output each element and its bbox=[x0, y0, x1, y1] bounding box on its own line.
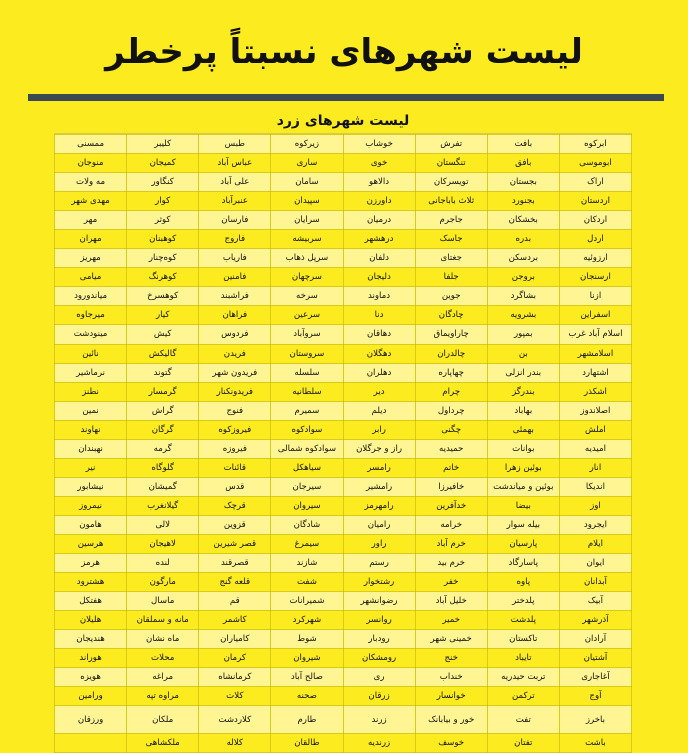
city-cell: دالاهو bbox=[343, 173, 415, 192]
table-row bbox=[55, 268, 632, 287]
city-cell: دنا bbox=[343, 306, 415, 325]
city-cell: فردوس bbox=[199, 325, 271, 344]
table-row bbox=[55, 363, 632, 382]
table-row bbox=[55, 734, 632, 753]
table-row bbox=[55, 382, 632, 401]
city-cell: خور و بیابانک bbox=[415, 706, 487, 734]
city-cell: رامشیر bbox=[343, 477, 415, 496]
city-cell: اشتهارد bbox=[559, 363, 631, 382]
city-cell: هشترود bbox=[55, 573, 127, 592]
city-cell: ارزوئیه bbox=[559, 249, 631, 268]
table-row bbox=[55, 287, 632, 306]
city-cell: مانه و سملقان bbox=[127, 611, 199, 630]
city-cell: ترکمن bbox=[487, 687, 559, 706]
city-cell: بافت bbox=[487, 135, 559, 154]
city-cell: آغاجاری bbox=[559, 668, 631, 687]
city-cell: صالح آباد bbox=[271, 668, 343, 687]
city-cell: صحنه bbox=[271, 687, 343, 706]
city-cell: گراش bbox=[127, 401, 199, 420]
city-cell: ملکشاهی bbox=[127, 734, 199, 753]
city-cell: کامیاران bbox=[199, 630, 271, 649]
city-cell: مهدی شهر bbox=[55, 192, 127, 211]
table-row bbox=[55, 439, 632, 458]
table-row bbox=[55, 668, 632, 687]
table-row bbox=[55, 554, 632, 573]
city-cell: ایوان bbox=[559, 554, 631, 573]
city-cell: سرپل ذهاب bbox=[271, 249, 343, 268]
city-cell: آذرشهر bbox=[559, 611, 631, 630]
table-row bbox=[55, 192, 632, 211]
city-cell: کوهبنان bbox=[127, 230, 199, 249]
city-cell: مهر bbox=[55, 211, 127, 230]
city-cell: خلیل آباد bbox=[415, 592, 487, 611]
city-cell: اصلاندوز bbox=[559, 401, 631, 420]
city-cell: ابرکوه bbox=[559, 135, 631, 154]
city-cell: قائنات bbox=[199, 458, 271, 477]
city-cell: شیروان bbox=[271, 649, 343, 668]
city-cell: مه ولات bbox=[55, 173, 127, 192]
city-cell: دلفان bbox=[343, 249, 415, 268]
table-row bbox=[55, 135, 632, 154]
city-cell: خمیر bbox=[415, 611, 487, 630]
city-cell: داورزن bbox=[343, 192, 415, 211]
city-cell: ممسنی bbox=[55, 135, 127, 154]
city-cell: میاندورود bbox=[55, 287, 127, 306]
city-cell: اردل bbox=[559, 230, 631, 249]
city-cell: فارسان bbox=[199, 211, 271, 230]
city-cell: بردسکن bbox=[487, 249, 559, 268]
city-cell: جلفا bbox=[415, 268, 487, 287]
city-cell: بروجن bbox=[487, 268, 559, 287]
city-cell: رضوانشهر bbox=[343, 592, 415, 611]
city-cell: رامیان bbox=[343, 515, 415, 534]
city-cell: پاسارگاد bbox=[487, 554, 559, 573]
city-cell: خافیرزا bbox=[415, 477, 487, 496]
city-cell: جاسک bbox=[415, 230, 487, 249]
city-cell: سپیدان bbox=[271, 192, 343, 211]
city-cell: کیار bbox=[127, 306, 199, 325]
city-cell: اردکان bbox=[559, 211, 631, 230]
city-cell: سوادکوه bbox=[271, 420, 343, 439]
city-cell: تفرش bbox=[415, 135, 487, 154]
city-cell: بدره bbox=[487, 230, 559, 249]
city-cell: فراشبند bbox=[199, 287, 271, 306]
city-cell: گرمه bbox=[127, 439, 199, 458]
city-cell: گلوگاه bbox=[127, 458, 199, 477]
city-cell: سیرجان bbox=[271, 477, 343, 496]
city-cell: چاراویماق bbox=[415, 325, 487, 344]
city-cell: فامنین bbox=[199, 268, 271, 287]
city-cell: گرمسار bbox=[127, 382, 199, 401]
city-cell: بوئین زهرا bbox=[487, 458, 559, 477]
city-cell: علی آباد bbox=[199, 173, 271, 192]
city-cell: بشاگرد bbox=[487, 287, 559, 306]
city-cell: مینودشت bbox=[55, 325, 127, 344]
city-cell: نمین bbox=[55, 401, 127, 420]
city-cell: نیشابور bbox=[55, 477, 127, 496]
city-cell: تفت bbox=[487, 706, 559, 734]
city-cell: اندیکا bbox=[559, 477, 631, 496]
city-cell: آرادان bbox=[559, 630, 631, 649]
table-row bbox=[55, 534, 632, 553]
city-cell: هرسین bbox=[55, 534, 127, 553]
city-cell: جاجرم bbox=[415, 211, 487, 230]
table-row bbox=[55, 401, 632, 420]
city-cell: حمیدیه bbox=[415, 439, 487, 458]
city-cell: آوج bbox=[559, 687, 631, 706]
city-cell: هویزه bbox=[55, 668, 127, 687]
city-cell: املش bbox=[559, 420, 631, 439]
city-cell: قرچک bbox=[199, 496, 271, 515]
city-cell: کلاله bbox=[199, 734, 271, 753]
city-cell: بافق bbox=[487, 154, 559, 173]
city-cell: رامهرمز bbox=[343, 496, 415, 515]
city-cell: کلاردشت bbox=[199, 706, 271, 734]
city-cell: دیلم bbox=[343, 401, 415, 420]
city-cell: مهران bbox=[55, 230, 127, 249]
city-cell: خفر bbox=[415, 573, 487, 592]
city-cell: قصرقند bbox=[199, 554, 271, 573]
table-row bbox=[55, 211, 632, 230]
city-cell: چالدران bbox=[415, 344, 487, 363]
city-cell: جوین bbox=[415, 287, 487, 306]
city-cell: فریدونکنار bbox=[199, 382, 271, 401]
city-cell: کاشمر bbox=[199, 611, 271, 630]
city-cell: فراهان bbox=[199, 306, 271, 325]
city-cell: خوی bbox=[343, 154, 415, 173]
city-cell: روانسر bbox=[343, 611, 415, 630]
city-cell: گمیشان bbox=[127, 477, 199, 496]
city-cell: محلات bbox=[127, 649, 199, 668]
city-cell: خنج bbox=[415, 649, 487, 668]
table-row bbox=[55, 306, 632, 325]
city-cell: سوادکوه شمالی bbox=[271, 439, 343, 458]
city-cell: زیرکوه bbox=[271, 135, 343, 154]
city-cell: گیلانغرب bbox=[127, 496, 199, 515]
city-cell: سرعین bbox=[271, 306, 343, 325]
city-cell: پاوه bbox=[487, 573, 559, 592]
city-cell: زرندیه bbox=[343, 734, 415, 753]
city-cell: سیمرغ bbox=[271, 534, 343, 553]
table-row bbox=[55, 687, 632, 706]
city-cell: خرم بید bbox=[415, 554, 487, 573]
city-cell: نطنز bbox=[55, 382, 127, 401]
city-cell: ری bbox=[343, 668, 415, 687]
city-cell: خنداب bbox=[415, 668, 487, 687]
city-cell: سروآباد bbox=[271, 325, 343, 344]
city-cell: سلطانیه bbox=[271, 382, 343, 401]
city-cell: زرند bbox=[343, 706, 415, 734]
city-cell: بندر انزلی bbox=[487, 363, 559, 382]
city-cell: انار bbox=[559, 458, 631, 477]
city-cell: آشتیان bbox=[559, 649, 631, 668]
city-cell: قم bbox=[199, 592, 271, 611]
city-cell: قلعه گنج bbox=[199, 573, 271, 592]
city-cell: خرامه bbox=[415, 515, 487, 534]
table-row bbox=[55, 344, 632, 363]
city-cell: خاتم bbox=[415, 458, 487, 477]
city-cell: نیمروز bbox=[55, 496, 127, 515]
city-cell: شفت bbox=[271, 573, 343, 592]
city-cell: ماسال bbox=[127, 592, 199, 611]
city-cell: شازند bbox=[271, 554, 343, 573]
city-cell: تایباد bbox=[487, 649, 559, 668]
table-row bbox=[55, 173, 632, 192]
table-row bbox=[55, 420, 632, 439]
city-cell: سیروان bbox=[271, 496, 343, 515]
city-cell: بمپور bbox=[487, 325, 559, 344]
city-cell: دهلران bbox=[343, 363, 415, 382]
city-cell: بهاباد bbox=[487, 401, 559, 420]
city-cell: بجستان bbox=[487, 173, 559, 192]
city-cell: نهبندان bbox=[55, 439, 127, 458]
city-cell: لنده bbox=[127, 554, 199, 573]
city-cell: کیش bbox=[127, 325, 199, 344]
city-cell: سمیرم bbox=[271, 401, 343, 420]
city-cell: کلیبر bbox=[127, 135, 199, 154]
city-cell: چگنی bbox=[415, 420, 487, 439]
city-cell: ورزقان bbox=[55, 706, 127, 734]
city-cell: هلیلان bbox=[55, 611, 127, 630]
city-cell: چادگان bbox=[415, 306, 487, 325]
city-cell: منوجان bbox=[55, 154, 127, 173]
city-cell: پلدختر bbox=[487, 592, 559, 611]
city-cell: رومشکان bbox=[343, 649, 415, 668]
city-cell: تنگستان bbox=[415, 154, 487, 173]
city-cell: بشرویه bbox=[487, 306, 559, 325]
city-cell: شادگان bbox=[271, 515, 343, 534]
city-cell: ارسنجان bbox=[559, 268, 631, 287]
city-cell: عنبرآباد bbox=[199, 192, 271, 211]
table-row bbox=[55, 230, 632, 249]
city-cell bbox=[55, 734, 127, 753]
city-cell: ایلام bbox=[559, 534, 631, 553]
city-cell: هرمز bbox=[55, 554, 127, 573]
table-row bbox=[55, 611, 632, 630]
table-row bbox=[55, 325, 632, 344]
city-cell: خرم آباد bbox=[415, 534, 487, 553]
city-cell: خوسف bbox=[415, 734, 487, 753]
city-cell: دهگلان bbox=[343, 344, 415, 363]
city-cell: طالقان bbox=[271, 734, 343, 753]
city-cell: درمیان bbox=[343, 211, 415, 230]
city-cell: بوانات bbox=[487, 439, 559, 458]
city-cell: طارم bbox=[271, 706, 343, 734]
city-cell: سربیشه bbox=[271, 230, 343, 249]
table-row bbox=[55, 649, 632, 668]
city-cell: خمینی شهر bbox=[415, 630, 487, 649]
city-cell: بن bbox=[487, 344, 559, 363]
city-cell: رستم bbox=[343, 554, 415, 573]
city-cell: فیروزکوه bbox=[199, 420, 271, 439]
table-row bbox=[55, 249, 632, 268]
city-cell: کنگاور bbox=[127, 173, 199, 192]
city-cell: امیدیه bbox=[559, 439, 631, 458]
city-cell: قزوین bbox=[199, 515, 271, 534]
city-cell: هفتکل bbox=[55, 592, 127, 611]
city-cell: سرچهان bbox=[271, 268, 343, 287]
city-cell: گتوند bbox=[127, 363, 199, 382]
city-cell: نرماشیر bbox=[55, 363, 127, 382]
city-cell: مراوه تپه bbox=[127, 687, 199, 706]
city-cell: فاریاب bbox=[199, 249, 271, 268]
city-cell: اسلام آباد غرب bbox=[559, 325, 631, 344]
city-cell: نیر bbox=[55, 458, 127, 477]
city-cell: شهرکرد bbox=[271, 611, 343, 630]
city-cell: کوار bbox=[127, 192, 199, 211]
city-cell: مهریز bbox=[55, 249, 127, 268]
city-cell: ورامین bbox=[55, 687, 127, 706]
city-cell: باخرز bbox=[559, 706, 631, 734]
city-cell: عباس آباد bbox=[199, 154, 271, 173]
city-cell: کرمانشاه bbox=[199, 668, 271, 687]
city-cell: خوشاب bbox=[343, 135, 415, 154]
city-cell: پلدشت bbox=[487, 611, 559, 630]
city-cell: میرجاوه bbox=[55, 306, 127, 325]
city-cell: تفتان bbox=[487, 734, 559, 753]
city-cell: فنوج bbox=[199, 401, 271, 420]
city-cell: طبس bbox=[199, 135, 271, 154]
city-cell: ازنا bbox=[559, 287, 631, 306]
table-row bbox=[55, 477, 632, 496]
city-cell: ابوموسی bbox=[559, 154, 631, 173]
city-cell: چهاپاره bbox=[415, 363, 487, 382]
city-cell: اسفراین bbox=[559, 306, 631, 325]
city-cell: خوانسار bbox=[415, 687, 487, 706]
city-cell: هوراند bbox=[55, 649, 127, 668]
city-cell: مراغه bbox=[127, 668, 199, 687]
city-cell: تویسرکان bbox=[415, 173, 487, 192]
city-cell: چرداول bbox=[415, 401, 487, 420]
city-cell: تربت حیدریه bbox=[487, 668, 559, 687]
city-cell: کوه‌چنار bbox=[127, 249, 199, 268]
city-cell: کلات bbox=[199, 687, 271, 706]
city-cell: ثلاث باباجانی bbox=[415, 192, 487, 211]
city-cell: بهمئی bbox=[487, 420, 559, 439]
city-cell: راور bbox=[343, 534, 415, 553]
city-cell: آبدانان bbox=[559, 573, 631, 592]
city-cell: نهاوند bbox=[55, 420, 127, 439]
city-cell: ماه نشان bbox=[127, 630, 199, 649]
city-cell: قصر شیرین bbox=[199, 534, 271, 553]
city-cell: اسلامشهر bbox=[559, 344, 631, 363]
city-cell: سرایان bbox=[271, 211, 343, 230]
city-cell: دلیجان bbox=[343, 268, 415, 287]
city-cell: کرمان bbox=[199, 649, 271, 668]
city-cell: دماوند bbox=[343, 287, 415, 306]
city-cell: مارگون bbox=[127, 573, 199, 592]
city-cell: رابر bbox=[343, 420, 415, 439]
city-cell: جغتای bbox=[415, 249, 487, 268]
city-cell: شمیرانات bbox=[271, 592, 343, 611]
city-cell: میامی bbox=[55, 268, 127, 287]
city-cell: سروستان bbox=[271, 344, 343, 363]
city-cell: راز و جرگلان bbox=[343, 439, 415, 458]
table-row bbox=[55, 458, 632, 477]
city-cell: دیر bbox=[343, 382, 415, 401]
city-cell: ایجرود bbox=[559, 515, 631, 534]
city-cell: چرام bbox=[415, 382, 487, 401]
city-table-container bbox=[54, 109, 632, 753]
city-cell: لاهیجان bbox=[127, 534, 199, 553]
table-row bbox=[55, 706, 632, 734]
table-row bbox=[55, 515, 632, 534]
city-cell: سرخه bbox=[271, 287, 343, 306]
city-cell: شوط bbox=[271, 630, 343, 649]
title-divider bbox=[28, 94, 664, 101]
city-cell: بخشکان bbox=[487, 211, 559, 230]
city-cell: فیروزه bbox=[199, 439, 271, 458]
city-cell: لالی bbox=[127, 515, 199, 534]
city-cell: نائین bbox=[55, 344, 127, 363]
city-cell: زرقان bbox=[343, 687, 415, 706]
city-cell: قدس bbox=[199, 477, 271, 496]
city-cell: سلسله bbox=[271, 363, 343, 382]
yellow-cities-table bbox=[54, 134, 632, 753]
table-row bbox=[55, 592, 632, 611]
city-cell: تاکستان bbox=[487, 630, 559, 649]
city-cell: کوهرنگ bbox=[127, 268, 199, 287]
city-cell: اشکذر bbox=[559, 382, 631, 401]
city-cell: کوثر bbox=[127, 211, 199, 230]
page-title: لیست شهرهای نسبتاً پرخطر bbox=[105, 32, 583, 72]
city-cell: باشت bbox=[559, 734, 631, 753]
table-row bbox=[55, 154, 632, 173]
city-cell: بندرگز bbox=[487, 382, 559, 401]
city-cell: فریدون شهر bbox=[199, 363, 271, 382]
city-cell: پارسیان bbox=[487, 534, 559, 553]
city-cell: اردستان bbox=[559, 192, 631, 211]
city-cell: سیاهکل bbox=[271, 458, 343, 477]
city-cell: رامسر bbox=[343, 458, 415, 477]
city-cell: گالیکش bbox=[127, 344, 199, 363]
city-cell: کمیجان bbox=[127, 154, 199, 173]
table-subtitle: لیست شهرهای زرد bbox=[54, 109, 632, 134]
city-cell: ساری bbox=[271, 154, 343, 173]
city-cell: اراک bbox=[559, 173, 631, 192]
city-cell: بیضا bbox=[487, 496, 559, 515]
table-row bbox=[55, 630, 632, 649]
city-cell: هندیجان bbox=[55, 630, 127, 649]
city-cell: سامان bbox=[271, 173, 343, 192]
city-cell: بجنورد bbox=[487, 192, 559, 211]
city-cell: خدآفرین bbox=[415, 496, 487, 515]
city-cell: گرگان bbox=[127, 420, 199, 439]
city-cell: بوئین و میاندشت bbox=[487, 477, 559, 496]
city-cell: رشتخوار bbox=[343, 573, 415, 592]
city-cell: هامون bbox=[55, 515, 127, 534]
city-cell: ملکان bbox=[127, 706, 199, 734]
city-cell: رودبار bbox=[343, 630, 415, 649]
city-cell: بیله سوار bbox=[487, 515, 559, 534]
city-cell: کوهسرخ bbox=[127, 287, 199, 306]
city-cell: آبیک bbox=[559, 592, 631, 611]
city-cell: درهشهر bbox=[343, 230, 415, 249]
city-cell: فریدن bbox=[199, 344, 271, 363]
table-row bbox=[55, 573, 632, 592]
city-cell: اوز bbox=[559, 496, 631, 515]
city-cell: دهاقان bbox=[343, 325, 415, 344]
table-row bbox=[55, 496, 632, 515]
city-cell: فاروج bbox=[199, 230, 271, 249]
